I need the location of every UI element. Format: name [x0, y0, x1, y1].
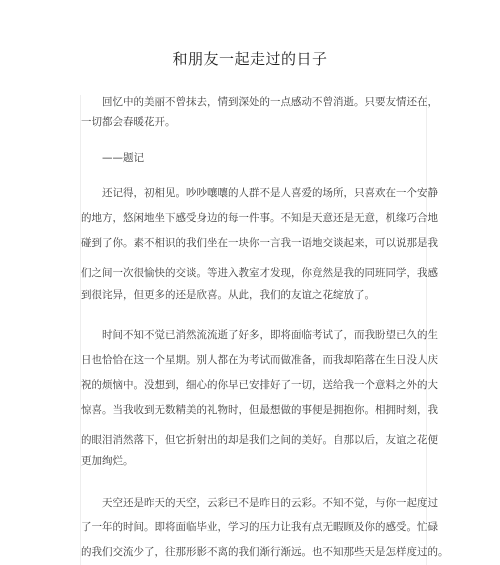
paragraph-line: ——题记: [81, 152, 144, 164]
paragraph-line: 日也恰恰在这一个星期。别人都在为考试而做准备，而我却陷落在生日没人庆: [81, 354, 438, 366]
paragraph-line: 碰到了你。素不相识的我们坐在一块你一言我一语地交谈起来，可以说那是我: [81, 237, 438, 249]
paragraph-line: 时间不知不觉已消然流流逝了好多，即将面临考试了，而我盼望已久的生: [81, 329, 438, 341]
paragraph-line: 了一年的时间。即将面临毕业，学习的压力让我有点无暇顾及你的感受。忙碌: [81, 521, 438, 533]
paragraph-line: 更加绚烂。: [81, 455, 134, 467]
paragraph-line: 们之间一次很愉快的交谈。等进入教室才发现，你竟然是我的同班同学，我感: [81, 267, 438, 279]
article-body: [80, 95, 449, 565]
paragraph-line: 一切都会春暖花开。: [81, 116, 176, 128]
article-title: 和朋友一起走过的日子: [172, 50, 328, 68]
paragraph-line: 回忆中的美丽不曾抹去，情到深处的一点感动不曾消逝。只要友情还在，: [81, 96, 438, 108]
paragraph-line: 还记得，初相见。吵吵嚷嚷的人群不是人喜爱的场所，只喜欢在一个安静: [81, 187, 438, 199]
paragraph-line: 的地方，悠闲地坐下感受身边的每一件事。不知是天意还是无意，机缘巧合地: [81, 212, 438, 224]
paragraph-line: 到很诧异，但更多的还是欣喜。从此，我们的友谊之花绽放了。: [81, 289, 375, 301]
paragraph-line: 的我们交流少了，往那形影不离的我们渐行渐远。也不知那些天是怎样度过的。: [81, 546, 449, 558]
paragraph-line: 祝的烦恼中。没想到，细心的你早已安排好了一切，送给我一个意料之外的大: [81, 379, 438, 391]
paragraph-line: 的眼泪消然落下，但它折射出的却是我们之间的美好。自那以后，友谊之花便: [81, 434, 438, 446]
paragraph-line: 惊喜。当我收到无数精美的礼物时，但最想做的事便是拥抱你。相拥时刻，我: [81, 404, 438, 416]
paragraph-line: 天空还是昨天的天空，云彩已不是昨日的云彩。不知不觉，与你一起度过: [81, 497, 438, 509]
